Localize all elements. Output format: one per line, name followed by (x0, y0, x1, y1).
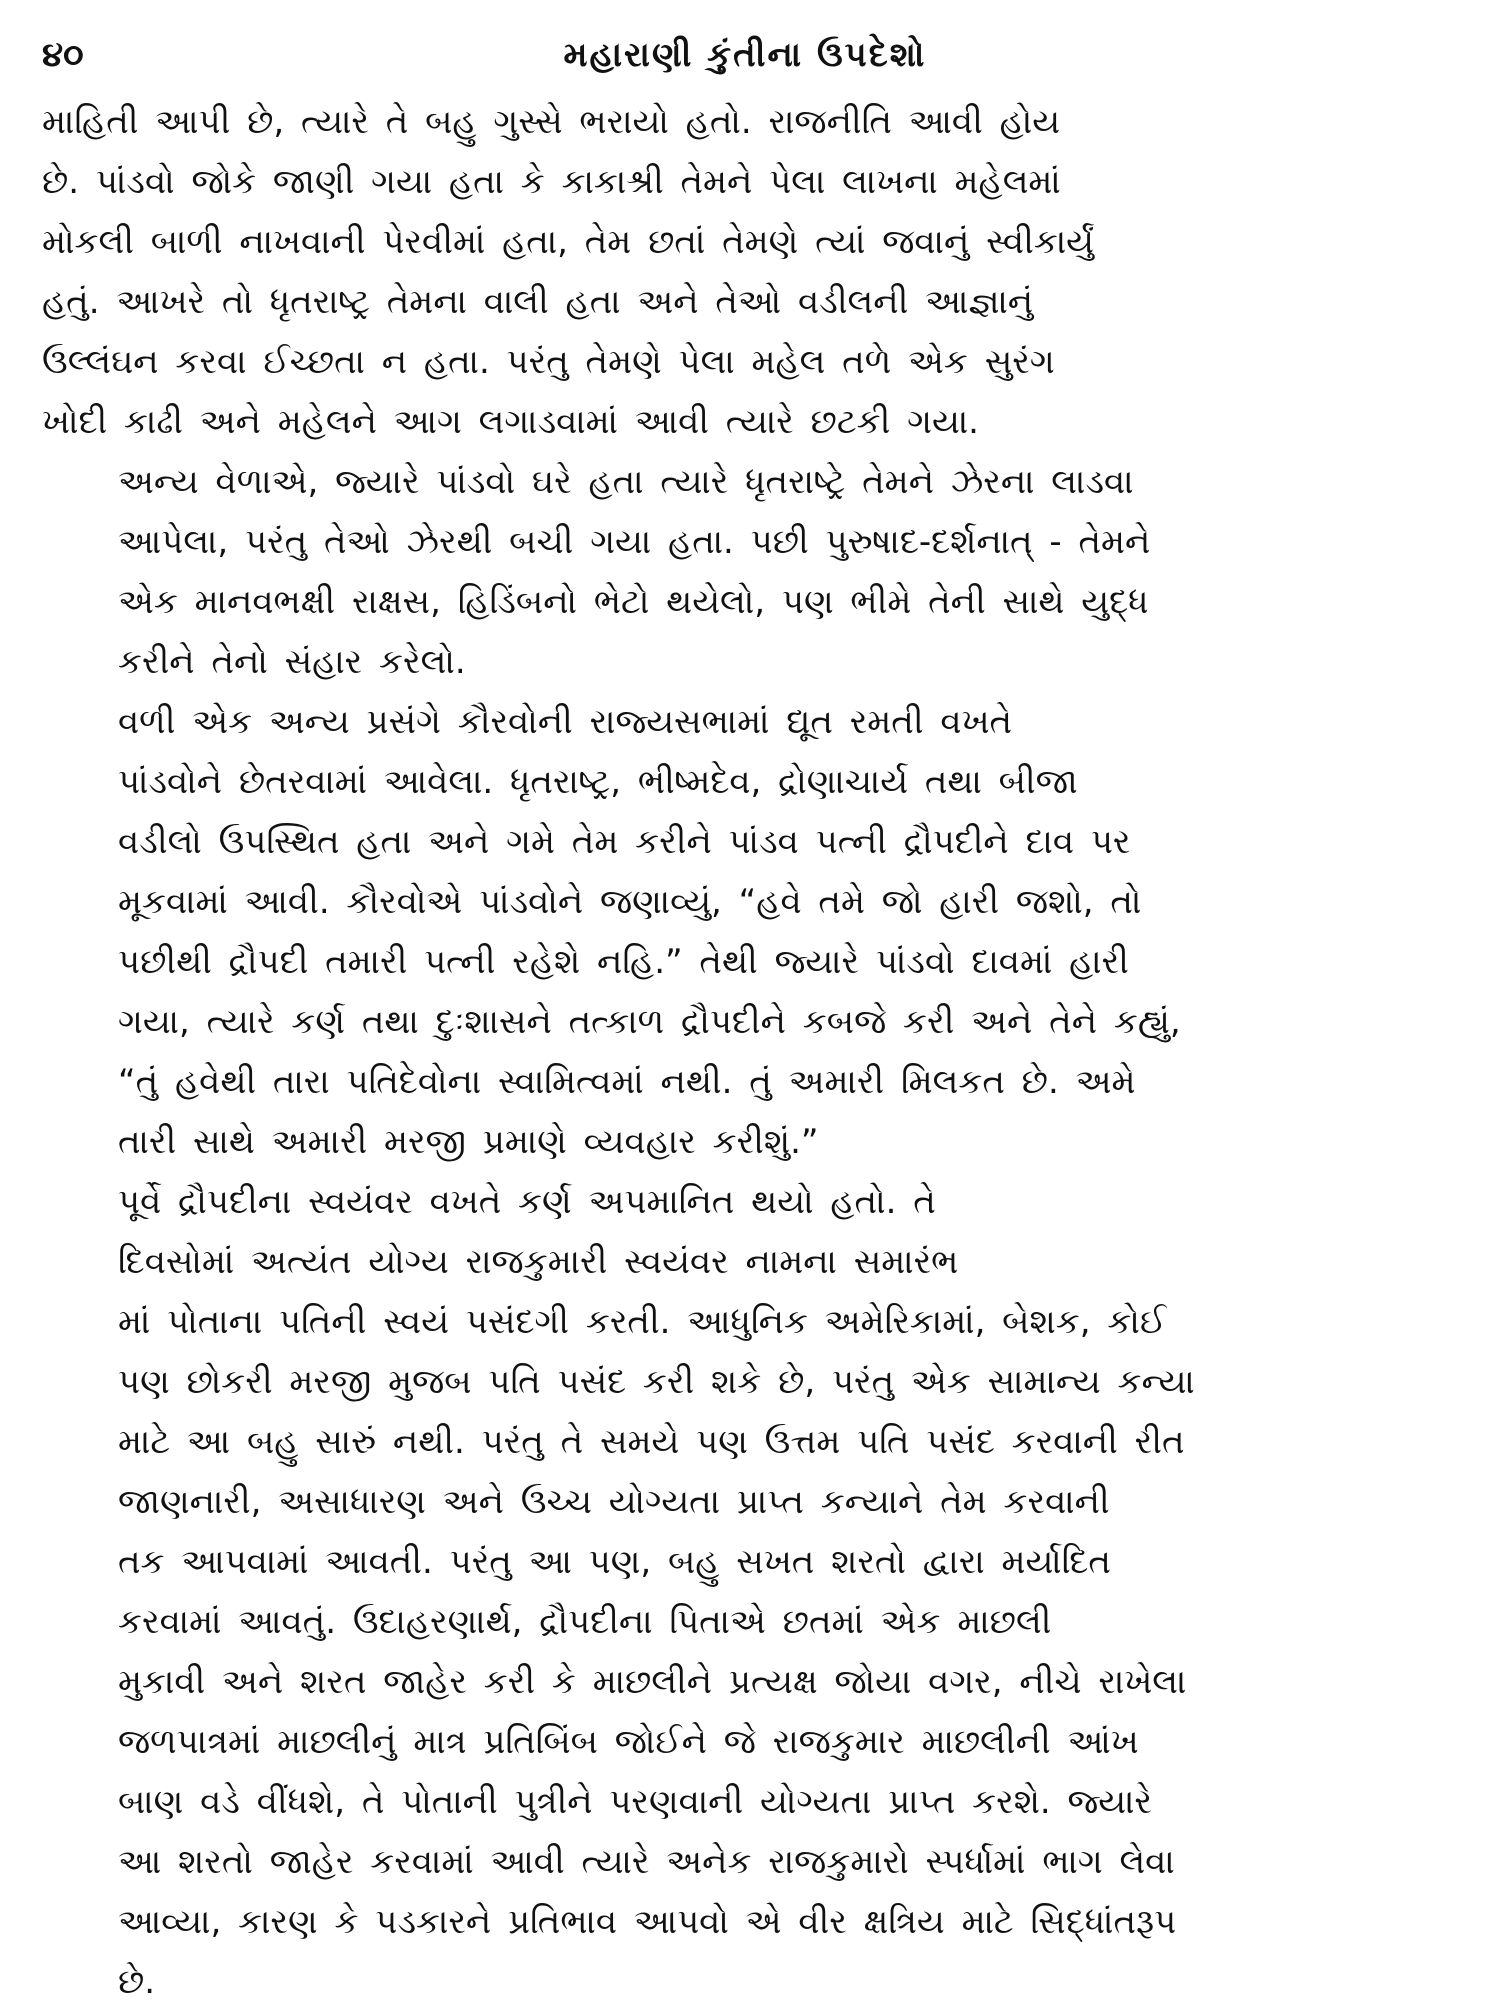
paragraph (42, 92, 1448, 452)
paragraph (42, 1172, 1448, 2012)
text-line: કરીને તેનો સંહાર કરેલો. (118, 642, 466, 682)
text-line: મુકાવી અને શરત જાહેર કરી કે માછલીને પ્રત્યક્ષ જોયા વગર, નીચે રાખેલા (118, 1662, 1187, 1702)
text-line: આ શરતો જાહેર કરવામાં આવી ત્યારે અનેક રાજકુમારો સ્પર્ધામાં ભાગ લેવા (118, 1842, 1175, 1882)
text-line: “તું હવેથી તારા પતિદેવોના સ્વામિત્વમાં નથી. તું અમારી મિલકત છે. અમે (118, 1062, 1136, 1102)
text-line: અન્ય વેળાએ, જ્યારે પાંડવો ઘરે હતા ત્યારે ધૃતરાષ્ટ્રે તેમને ઝેરના લાડવા (118, 462, 1134, 502)
text-line: વળી એક અન્ય પ્રસંગે કૌરવોની રાજ્યસભામાં દ્યૂત રમતી વખતે (118, 702, 1013, 742)
text-line: જાણનારી, અસાધારણ અને ઉચ્ચ યોગ્યતા પ્રાપ્ત કન્યાને તેમ કરવાની (118, 1482, 1110, 1522)
page-number: ૪૦ (42, 35, 84, 75)
text-line: છે. પાંડવો જોકે જાણી ગયા હતા કે કાકાશ્રી તેમને પેલા લાખના મહેલમાં (42, 162, 1061, 202)
text-line: વડીલો ઉપસ્થિત હતા અને ગમે તેમ કરીને પાંડવ પત્ની દ્રૌપદીને દાવ પર (118, 822, 1131, 862)
text-line: તક આપવામાં આવતી. પરંતુ આ પણ, બહુ સખત શરતો દ્વારા મર્યાદિત (118, 1542, 1111, 1582)
text-line: માં પોતાના પતિની સ્વયં પસંદગી કરતી. આધુનિક અમેરિકામાં, બેશક, કોઈ (118, 1302, 1167, 1342)
text-line: મૂકવામાં આવી. કૌરવોએ પાંડવોને જણાવ્યું, “હવે તમે જો હારી જશો, તો (118, 882, 1142, 922)
text-line: ઉલ્લંઘન કરવા ઈચ્છતા ન હતા. પરંતુ તેમણે પેલા મહેલ તળે એક સુરંગ (42, 342, 1055, 382)
text-line: પછીથી દ્રૌપદી તમારી પત્ની રહેશે નહિ.” તેથી જ્યારે પાંડવો દાવમાં હારી (118, 942, 1129, 982)
text-line: પાંડવોને છેતરવામાં આવેલા. ધૃતરાષ્ટ્ર, ભીષ્મદેવ, દ્રોણાચાર્ય તથા બીજા (118, 762, 1078, 802)
running-head (42, 18, 1448, 92)
body-text (42, 92, 1448, 2012)
text-line: છે. (118, 1962, 156, 2002)
book-title: મહારાણી કુંતીના ઉપદેશો (563, 35, 927, 75)
text-line: ગયા, ત્યારે કર્ણ તથા દુઃશાસને તત્કાળ દ્રૌપદીને કબજે કરી અને તેને કહ્યું, (118, 1002, 1181, 1042)
text-line: માટે આ બહુ સારું નથી. પરંતુ તે સમયે પણ ઉત્તમ પતિ પસંદ કરવાની રીત (118, 1422, 1185, 1462)
text-line: દિવસોમાં અત્યંત યોગ્ય રાજકુમારી સ્વયંવર નામના સમારંભ (118, 1242, 959, 1282)
paragraph (42, 692, 1448, 1172)
text-line: આવ્યા, કારણ કે પડકારને પ્રતિભાવ આપવો એ વીર ક્ષત્રિય માટે સિદ્ધાંતરૂપ (118, 1902, 1177, 1942)
text-line: તારી સાથે અમારી મરજી પ્રમાણે વ્યવહાર કરીશું.” (118, 1122, 819, 1162)
text-line: એક માનવભક્ષી રાક્ષસ, હિડિંબનો ભેટો થયેલો, પણ ભીમે તેની સાથે યુદ્ધ (118, 582, 1149, 622)
text-line: જળપાત્રમાં માછલીનું માત્ર પ્રતિબિંબ જોઈને જે રાજકુમાર માછલીની આંખ (118, 1722, 1139, 1762)
text-line: પણ છોકરી મરજી મુજબ પતિ પસંદ કરી શકે છે, પરંતુ એક સામાન્ય કન્યા (118, 1362, 1195, 1402)
text-line: માહિતી આપી છે, ત્યારે તે બહુ ગુસ્સે ભરાયો હતો. રાજનીતિ આવી હોય (42, 102, 1061, 142)
text-line: કરવામાં આવતું. ઉદાહરણાર્થ, દ્રૌપદીના પિતાએ છતમાં એક માછલી (118, 1602, 1052, 1642)
paragraph (42, 452, 1448, 692)
text-line: પૂર્વે દ્રૌપદીના સ્વયંવર વખતે કર્ણ અપમાનિત થયો હતો. તે (118, 1182, 936, 1222)
text-line: આપેલા, પરંતુ તેઓ ઝેરથી બચી ગયા હતા. પછી પુરુષાદ-દર્શનાત્ - તેમને (118, 522, 1151, 562)
text-line: હતું. આખરે તો ધૃતરાષ્ટ્ર તેમના વાલી હતા અને તેઓ વડીલની આજ્ઞાનું (42, 282, 1034, 322)
text-line: બાણ વડે વીંધશે, તે પોતાની પુત્રીને પરણવાની યોગ્યતા પ્રાપ્ત કરશે. જ્યારે (118, 1782, 1153, 1822)
text-line: મોકલી બાળી નાખવાની પેરવીમાં હતા, તેમ છતાં તેમણે ત્યાં જવાનું સ્વીકાર્યું (42, 222, 1095, 262)
text-line: ખોદી કાઢી અને મહેલને આગ લગાડવામાં આવી ત્યારે છટકી ગયા. (42, 402, 979, 442)
